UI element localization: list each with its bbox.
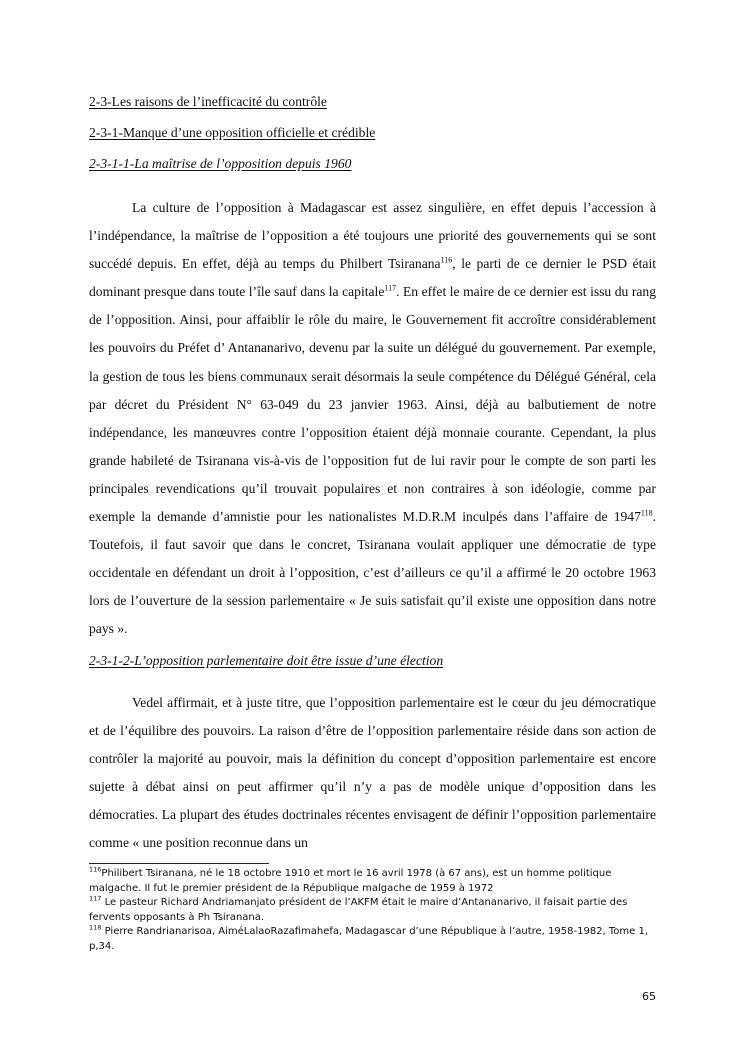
- footnote-separator: [89, 863, 269, 864]
- footnote-116: [89, 867, 659, 896]
- footnote-text: Philibert Tsiranana, né le 18 octobre 1910 et mort le 16 avril 1978 (à 67 ans), est un homme politique malgache. Il fut le premier président de la République malgache de 1959 à 1972: [89, 868, 612, 894]
- footnotes: [89, 867, 659, 955]
- footnote-number: 116: [89, 865, 102, 874]
- paragraph-text: . Toutefois, il faut savoir que dans le concret, Tsiranana voulait appliquer une démocratie de type occidentale en défendant un droit à l’opposition, c’est d’ailleurs ce qu’il a affirmé le 20 octobre 1963 lors de l’ouverture de la session parlementaire « Je suis satisfait qu’il existe une opposition dans notre pays ».: [89, 509, 656, 637]
- page-number: 65: [642, 990, 656, 1003]
- subsubsection-heading: 2-3-1-1-La maîtrise de l’opposition depuis 1960: [89, 156, 352, 171]
- subsubsection-heading: 2-3-1-2-L’opposition parlementaire doit être issue d’une élection: [89, 653, 444, 668]
- subsection-heading: 2-3-1-Manque d’une opposition officielle et crédible: [89, 125, 376, 140]
- footnote-118: [89, 925, 659, 954]
- paragraph-text: La culture de l’opposition à Madagascar est assez singulière, en effet depuis l’accession à l’indépendance, la maîtrise de l’opposition a été toujours une priorité des gouvernements qui se sont succédé depuis. En effet, déjà au temps du Philbert Tsiranana: [89, 200, 656, 272]
- body-paragraph-2: Vedel affirmait, et à juste titre, que l’opposition parlementaire est le cœur du jeu démocratique et de l’équilibre des pouvoirs. La raison d’être de l’opposition parlementaire réside dans son action de contrôler la majorité au pouvoir, mais la définition du concept d’opposition parlementaire est encore sujette à débat ainsi on peut affirmer qu’il n’y a pas de modèle unique d’opposition dans les démocraties. La plupart des études doctrinales récentes envisagent de définir l’opposition parlementaire comme « une position reconnue dans un: [89, 695, 656, 851]
- body-paragraph-1: [89, 194, 656, 644]
- footnote-number: 118: [89, 924, 102, 933]
- footnote-117: [89, 896, 659, 925]
- section-heading: 2-3-Les raisons de l’inefficacité du contrôle: [89, 94, 327, 109]
- footnote-ref: 118: [640, 508, 653, 518]
- footnote-ref: 116: [440, 255, 453, 265]
- paragraph-text: . En effet le maire de ce dernier est issu du rang de l’opposition. Ainsi, pour affaiblir le rôle du maire, le Gouvernement fit accroître considérablement les pouvoirs du Préfet d’ Antananarivo, devenu par la suite un délégué du gouvernement. Par exemple, la gestion de tous les biens communaux serait désormais la seule compétence du Délégué Général, cela par décret du Président N° 63-049 du 23 janvier 1963. Ainsi, déjà au balbutiement de notre indépendance, les manœuvres contre l’opposition étaient déjà monnaie courante. Cependant, la plus grande habileté de Tsiranana vis-à-vis de l’opposition fut de lui ravir pour le compte de son parti les principales revendications qu’il trouvait populaires et non contraires à son idéologie, comme par exemple la demande d’amnistie pour les nationalistes M.D.R.M inculpés dans l’affaire de 1947: [89, 284, 656, 525]
- footnote-number: 117: [89, 894, 102, 903]
- footnote-ref: 117: [384, 283, 397, 293]
- footnote-text: Le pasteur Richard Andriamanjato président de l’AKFM était le maire d’Antananarivo, il faisait partie des fervents opposants à Ph Tsiranana.: [89, 897, 628, 923]
- paragraph-text: , le parti de ce dernier le PSD était dominant presque dans toute l’île sauf dans la capitale: [89, 256, 656, 300]
- footnote-text: Pierre Randrianarisoa, AiméLalaoRazafimahefa, Madagascar d’une République à l’autre, 1958-1982, Tome 1, p,34.: [89, 926, 649, 952]
